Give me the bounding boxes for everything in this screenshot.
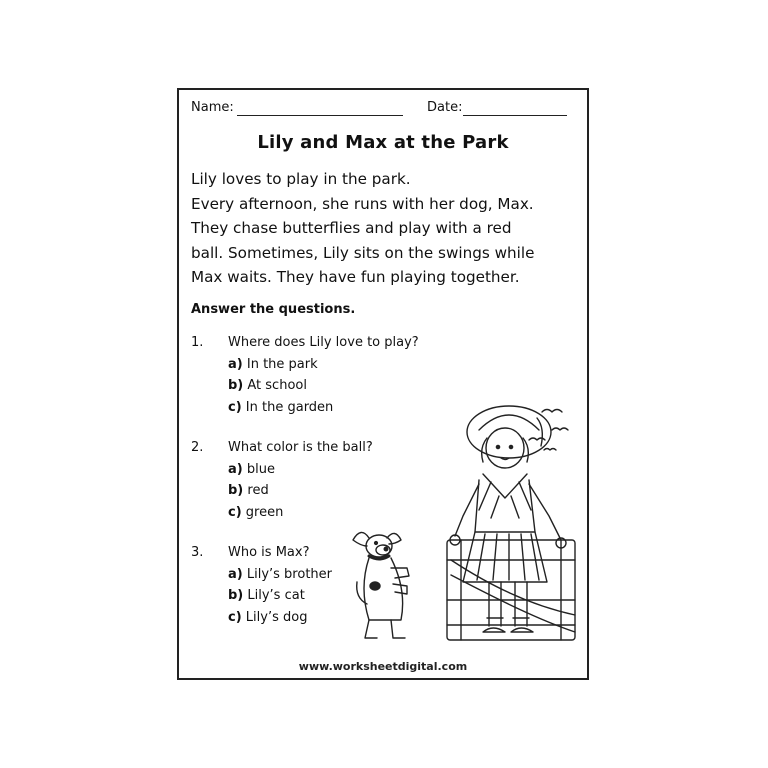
option-text: Lily’s brother [246,566,333,582]
answer-option[interactable] [191,375,419,397]
option-text: In the garden [245,399,334,415]
option-text: green [245,504,284,520]
option-letter: b) [228,378,244,393]
answer-option[interactable] [191,564,332,586]
worksheet [177,88,589,680]
name-label: Name: [191,100,234,115]
option-letter: c) [228,504,242,520]
date-label: Date: [427,100,463,115]
option-letter: a) [228,461,243,477]
option-letter: b) [228,588,244,603]
option-text: blue [246,461,275,477]
date-blank-line[interactable] [463,115,567,116]
question-text: Where does Lily love to play? [228,335,419,350]
option-letter: c) [228,609,242,625]
passage-line: They chase butterflies and play with a red [191,219,512,238]
fence-icon [447,540,575,640]
option-text: Lily’s dog [245,609,308,625]
question-text: What color is the ball? [228,440,373,455]
option-text: red [247,483,269,498]
instructions-heading: Answer the questions. [191,302,356,317]
dog-icon [353,532,409,638]
option-letter: b) [228,483,244,498]
option-letter: a) [228,566,243,582]
passage-line: Every afternoon, she runs with her dog, Max. [191,194,534,213]
option-text: At school [247,378,307,393]
question-3 [191,542,332,628]
name-blank-line[interactable] [237,115,403,116]
option-letter: c) [228,399,242,415]
passage-line: Lily loves to play in the park. [191,170,411,188]
girl-with-dog-illustration [339,400,584,652]
question-text: Who is Max? [228,545,310,560]
answer-option[interactable] [191,585,332,607]
worksheet-title: Lily and Max at the Park [257,132,509,153]
option-text: Lily’s cat [247,588,305,603]
answer-option[interactable] [191,607,332,629]
passage-line: ball. Sometimes, Lily sits on the swings while [191,243,535,262]
birds-icon [529,410,568,451]
option-letter: a) [228,356,243,372]
answer-option[interactable] [191,354,419,376]
footer-website[interactable]: www.worksheetdigital.com [298,660,468,673]
option-text: In the park [246,356,318,372]
question-number: 2. [191,440,204,455]
reading-passage [191,167,586,290]
question-number: 1. [191,335,204,350]
passage-line: Max waits. They have fun playing together. [191,268,520,287]
question-number: 3. [191,545,204,560]
girl-icon [450,406,566,632]
